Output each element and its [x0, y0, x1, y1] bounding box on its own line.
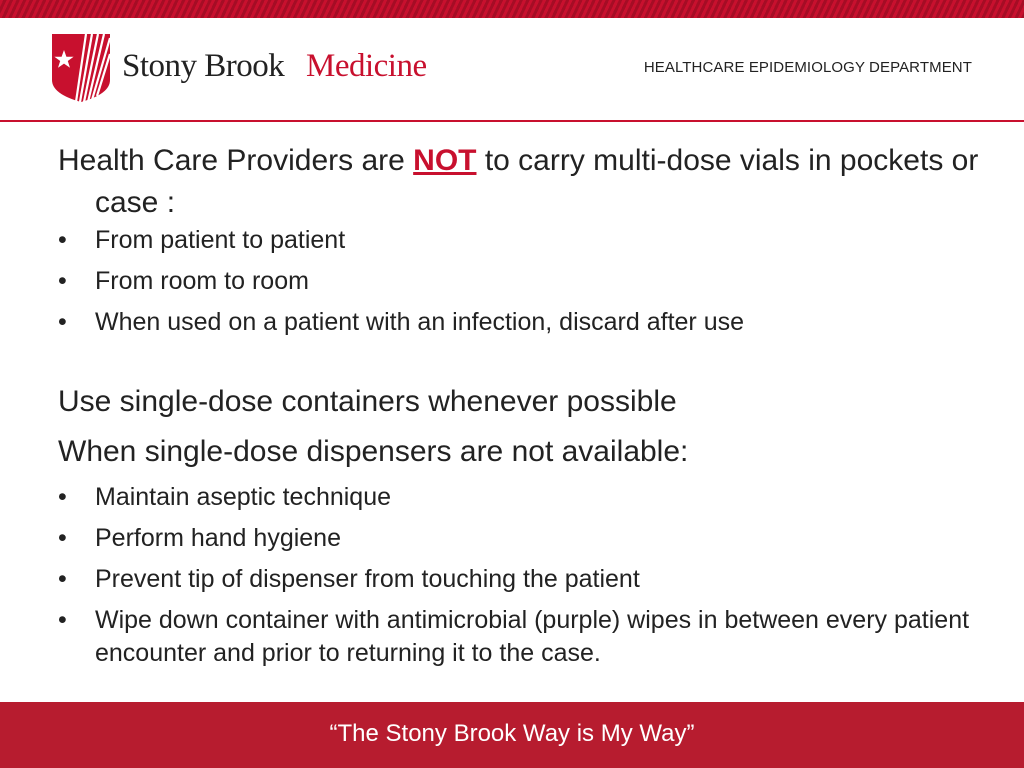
slide-header [0, 18, 1024, 120]
logo-text-stony-brook: Stony Brook [122, 48, 285, 84]
section2-line1: Use single-dose containers whenever possible [58, 385, 677, 418]
logo-text-medicine: Medicine [306, 48, 427, 84]
section2-line2: When single-dose dispensers are not available: [58, 435, 689, 468]
section-spacer [58, 347, 988, 381]
footer-tagline: “The Stony Brook Way is My Way” [329, 720, 695, 747]
bullet-item: • Maintain aseptic technique [58, 481, 988, 514]
slide-body [58, 140, 988, 678]
bullet-item: • From room to room [58, 265, 988, 298]
bullet-item: • When used on a patient with an infection, discard after use [58, 306, 988, 339]
slide-footer [0, 702, 1024, 768]
section2-bullet-list [58, 481, 988, 670]
bullet-item: • Wipe down container with antimicrobial (purple) wipes in between every patient encounter and prior to returning it to the case. [58, 604, 988, 670]
header-divider [0, 120, 1024, 122]
stony-brook-medicine-logo [50, 32, 450, 104]
top-decorative-stripe [0, 0, 1024, 18]
section1-bullet-list [58, 224, 988, 339]
star-shield-icon [50, 32, 112, 104]
emphasis-not: NOT [413, 144, 477, 177]
bullet-item: • Perform hand hygiene [58, 522, 988, 555]
section1-heading [58, 140, 988, 224]
heading-text-after: to carry multi-dose vials in pockets or case : [95, 144, 979, 219]
heading-text-before: Health Care Providers are [58, 144, 414, 177]
bullet-item: • Prevent tip of dispenser from touching the patient [58, 563, 988, 596]
department-label: HEALTHCARE EPIDEMIOLOGY DEPARTMENT [643, 59, 972, 76]
bullet-item: • From patient to patient [58, 224, 988, 257]
